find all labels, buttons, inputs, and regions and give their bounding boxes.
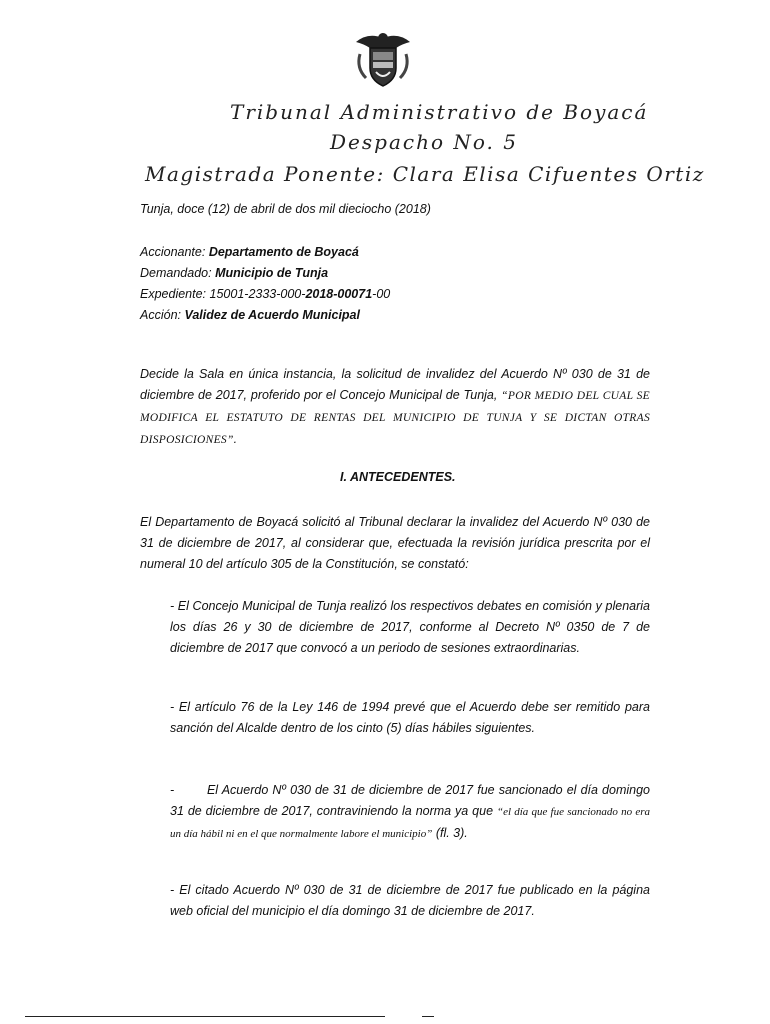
intro-end: . [233, 432, 238, 446]
demandado-label: Demandado: [140, 266, 212, 280]
expediente-post: -00 [372, 287, 391, 301]
demandado-value: Municipio de Tunja [215, 266, 329, 280]
item-dash: - [170, 783, 175, 797]
accionante-label: Accionante: [140, 245, 206, 259]
accion-label: Acción: [140, 308, 181, 322]
expediente-row [140, 287, 390, 301]
footer-rule [25, 1016, 385, 1017]
colombia-coat-of-arms-icon [352, 28, 414, 90]
list-item: - El artículo 76 de la Ley 146 de 1994 prevé que el Acuerdo debe ser remitido para sanción del Alcalde dentro de los cinto (5) días hábiles siguientes. [170, 700, 650, 735]
intro-text: Decide la Sala en única instancia, la solicitud de invalidez del Acuerdo Nº 030 de 31 de diciembre de 2017, proferido por el Concejo Municipal de Tunja, [140, 367, 650, 402]
item-quote: “el día que fue sancionado no era un día hábil ni en el que normalmente labore el municipio” [170, 806, 650, 840]
expediente-label: Expediente: [140, 287, 207, 301]
accionante-row [140, 245, 359, 259]
item-ref: (fl. 3). [432, 826, 468, 840]
date-line: Tunja, doce (12) de abril de dos mil dieciocho (2018) [140, 202, 431, 216]
accionante-value: Departamento de Boyacá [208, 245, 359, 259]
intro-quote: “POR MEDIO DEL CUAL SE MODIFICA EL ESTATUTO DE RENTAS DEL MUNICIPIO DE TUNJA Y SE DICTAN OTRAS DISPOSICIONES” [140, 390, 650, 446]
magistrate-name: Magistrada Ponente: Clara Elisa Cifuentes Ortiz [145, 162, 705, 186]
section-title: I. ANTECEDENTES. [340, 470, 456, 484]
court-name: Tribunal Administrativo de Boyacá [230, 100, 649, 124]
accion-row [140, 308, 360, 322]
office-number: Despacho No. 5 [330, 130, 518, 154]
expediente-pre: 15001-2333-000- [209, 287, 306, 301]
item-text: El Acuerdo Nº 030 de 31 de diciembre de 2017 fue sancionado el día domingo 31 de diciembre de 2017, contraviniendo la norma ya que [170, 783, 650, 818]
footer-rule-short [422, 1016, 434, 1017]
demandado-row [140, 266, 328, 280]
list-item [170, 780, 650, 845]
antecedentes-paragraph: El Departamento de Boyacá solicitó al Tribunal declarar la invalidez del Acuerdo Nº 030 de 31 de diciembre de 2017, al considerar que, efectuada la revisión jurídica prescrita por el numeral 10 del artículo 305 de la Constitución, se constató: [140, 515, 650, 571]
list-item: - El Concejo Municipal de Tunja realizó los respectivos debates en comisión y plenaria los días 26 y 30 de diciembre de 2017, conforme al Decreto Nº 0350 de 7 de diciembre de 2017 que convocó a un periodo de sesiones extraordinarias. [170, 599, 650, 655]
accion-value: Validez de Acuerdo Municipal [184, 308, 360, 322]
expediente-bold: 2018-00071 [305, 287, 373, 301]
list-item: - El citado Acuerdo Nº 030 de 31 de diciembre de 2017 fue publicado en la página web oficial del municipio el día domingo 31 de diciembre de 2017. [170, 883, 650, 918]
intro-paragraph [140, 364, 650, 451]
